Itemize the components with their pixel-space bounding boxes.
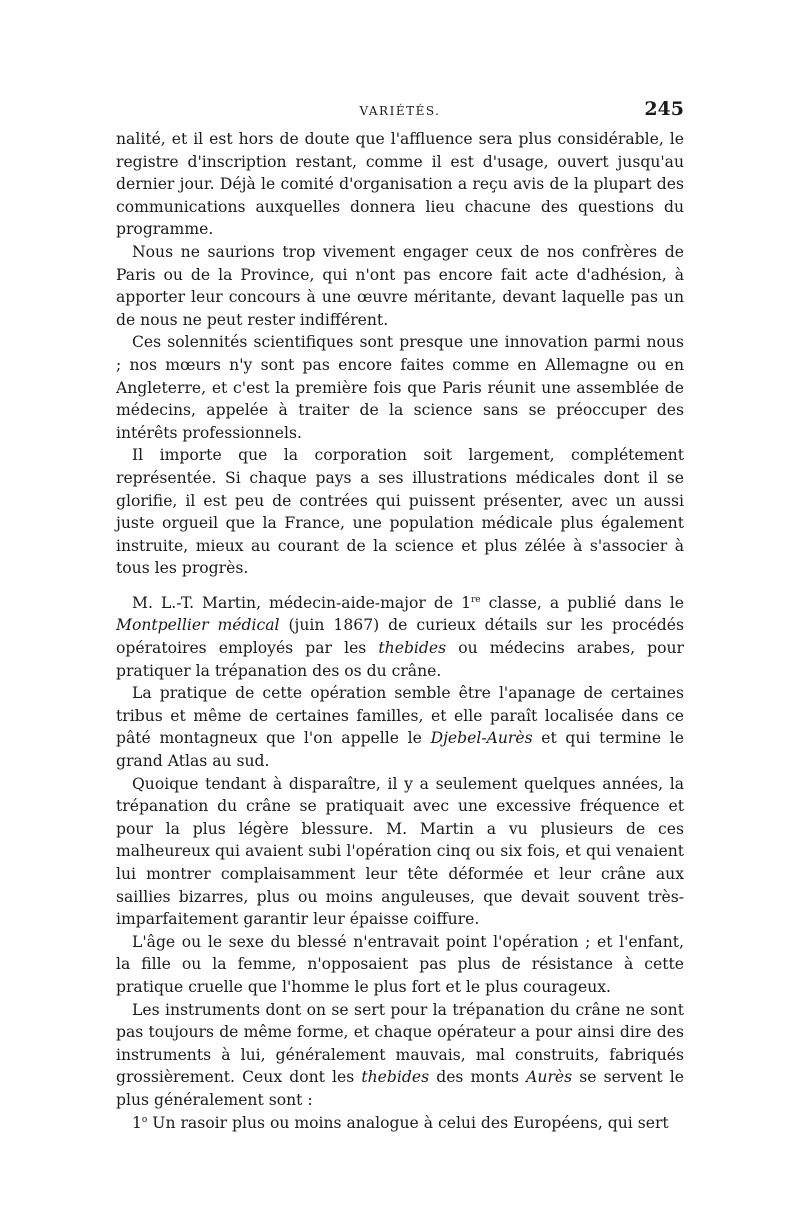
term-thebides: thebides <box>361 1068 430 1087</box>
paragraph-continuation: nalité, et il est hors de doute que l'affluence sera plus considérable, le registre d'inscription restant, comme il est d'usage, ouvert jusqu'au dernier jour. Déjà le comité d'organisation a reçu avis de la plupart des communications auxquelles donnera lieu chacune des questions du programme. <box>116 130 684 239</box>
place-name: Djebel-Aurès <box>430 729 533 748</box>
list-item-rasoir <box>116 1112 684 1135</box>
document-page <box>116 96 684 1134</box>
text-run: M. L.-T. Martin, médecin-aide-major de 1 <box>132 593 471 612</box>
paragraph-adhesion: Nous ne saurions trop vivement engager ceux de nos confrères de Paris ou de la Province, qui n'ont pas encore fait acte d'adhésion, à apporter leur concours à une œuvre méritante, devant laquelle pas un de nous ne peut rester indifférent. <box>116 242 684 329</box>
text-run: et qui termine le grand Atlas au sud. <box>116 729 685 771</box>
paragraph-martin <box>116 592 684 682</box>
superscript: o <box>141 1114 148 1125</box>
place-name: Aurès <box>526 1068 573 1087</box>
text-run: Un rasoir plus ou moins analogue à celui des Européens, qui sert <box>147 1113 669 1132</box>
text-run: (juin 1867) de curieux détails sur les procédés opératoires employés par les <box>116 616 684 658</box>
text-run: Les instruments dont on se sert pour la trépanation du crâne ne sont pas toujours de même forme, et chaque opérateur a pour ainsi dire des instruments à lui, généralement mauvais, mal construits, fabriqués grossièrement. Ceux dont les <box>116 1000 684 1087</box>
text-run: des monts <box>429 1068 527 1087</box>
page-number: 245 <box>644 98 684 120</box>
running-title: VARIÉTÉS. <box>359 104 441 118</box>
running-header <box>116 96 684 120</box>
paragraph-pratique <box>116 682 684 772</box>
paragraph-frequence: Quoique tendant à disparaître, il y a seulement quelques années, la trépanation du crâne se pratiquait avec une excessive fréquence et pour la plus légère blessure. M. Martin a vu plusieurs de ces malheureux qui avaient subi l'opération cinq ou six fois, et qui venaient lui montrer complaisamment leur tête déformée et leur crâne aux saillies bizarres, plus ou moins anguleuses, que devait souvent très-imparfaitement garantir leur épaisse coiffure. <box>116 774 684 929</box>
text-run: se servent le plus généralement sont : <box>116 1068 684 1109</box>
paragraph-age-sexe: L'âge ou le sexe du blessé n'entravait point l'opération ; et l'enfant, la fille ou la femme, n'opposaient pas plus de résistance à cette pratique cruelle que l'homme le plus fort et le plus courageux. <box>116 932 684 996</box>
paragraph-solennites: Ces solennités scientifiques sont presque une innovation parmi nous ; nos mœurs n'y sont pas encore faites comme en Allemagne ou en Angleterre, et c'est la première fois que Paris réunit une assemblée de médecins, appelée à traiter de la science sans se préoccuper des intérêts professionnels. <box>116 333 684 442</box>
text-run: classe, a publié dans le <box>480 593 684 612</box>
term-thebides: thebides <box>378 639 447 658</box>
text-run: La pratique de cette opération semble être l'apanage de certaines tribus et même de certaines familles, et elle paraît localisée dans ce pâté montagneux que l'on appelle le <box>116 684 684 748</box>
journal-title: Montpellier médical <box>116 616 280 635</box>
item-number: 1 <box>132 1113 142 1132</box>
text-run: ou médecins arabes, pour pratiquer la trépanation des os du crâne. <box>116 639 684 680</box>
paragraph-instruments <box>116 999 684 1112</box>
superscript: re <box>471 594 481 605</box>
paragraph-corporation: Il importe que la corporation soit largement, complétement représentée. Si chaque pays a ses illustrations médicales dont il se glorifie, il est peu de contrées qui puissent présenter, avec un aussi juste orgueil que la France, une population médicale plus également instruite, mieux au courant de la science et plus zélée à s'associer à tous les progrès. <box>116 446 684 578</box>
